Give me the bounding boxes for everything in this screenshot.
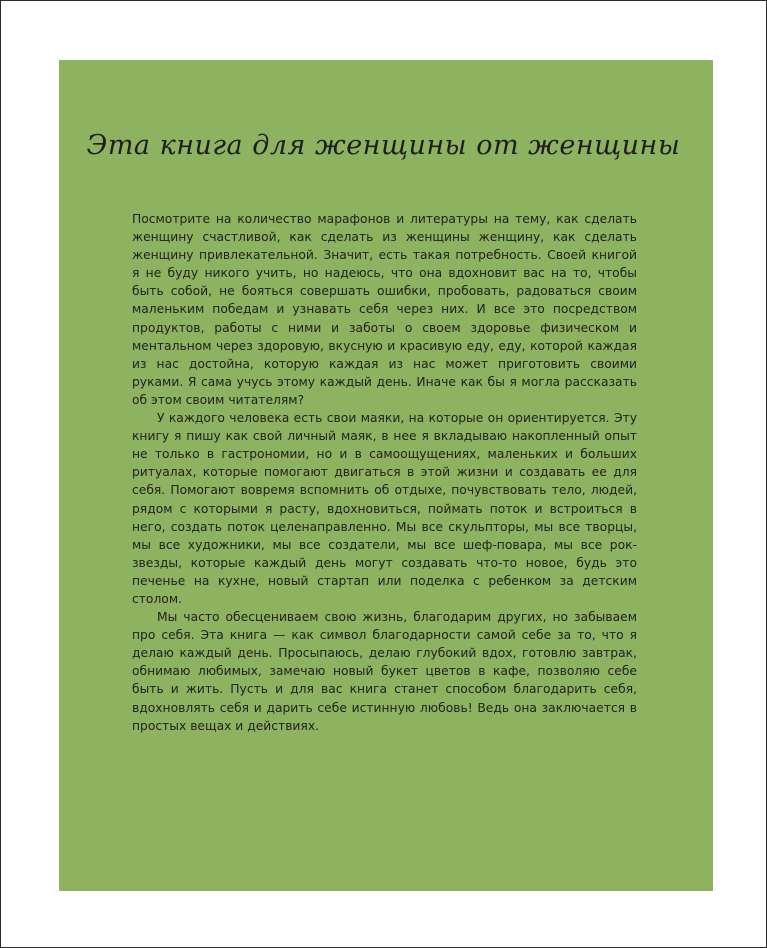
paragraph-3: Мы часто обесцениваем свою жизнь, благодарим других, но забываем про себя. Эта книга — как символ благодарности самой себе за то, что я делаю каждый день. Просыпаюсь, делаю глубокий вдох, готовлю завтрак, обнимаю любимых, замечаю новый букет цветов в кафе, позволяю себе быть и жить. Пусть и для вас книга станет способом благодарить себя, вдохновлять себя и дарить себе истинную любовь! Ведь она заключается в простых вещах и действиях.: [132, 610, 637, 733]
paragraph-2: У каждого человека есть свои маяки, на которые он ориентируется. Эту книгу я пишу как свой личный маяк, в нее я вкладываю накопленный опыт не только в гастрономии, но и в самоощущениях, маленьких и больших ритуалах, которые помогают двигаться в этой жизни и создавать ее для себя. Помогают вовремя вспомнить об отдыхе, почувствовать тело, людей, рядом с которыми я расту, вдохновиться, поймать поток и встроиться в него, создать поток целенаправленно. Мы все скульпторы, мы все творцы, мы все художники, мы все создатели, мы все шеф-повара, мы все рок-звезды, которые каждый день могут создавать что-то новое, будь это печенье на кухне, новый стартап или поделка с ребенком за детским столом.: [132, 411, 637, 606]
paragraph-1: Посмотрите на количество марафонов и литературы на тему, как сделать женщину счастливой, как сделать из женщины женщину, как сделать женщину привлекательной. Значит, есть такая потребность. Своей книгой я не буду никого учить, но надеюсь, что она вдохновит вас на то, чтобы быть собой, не бояться совершать ошибки, пробовать, радоваться своим маленьким победам и узнавать себя через них. И все это посредством продуктов, работы с ними и заботы о своем здоровье физическом и ментальном через здоровую, вкусную и красивую еду, еду, которой каждая из нас достойна, которую каждая из нас может приготовить своими руками. Я сама учусь этому каждый день. Иначе как бы я могла рассказать об этом своим читателям?: [132, 212, 637, 407]
page-title: Эта книга для женщины от женщины: [86, 130, 681, 161]
body-text: [132, 210, 637, 735]
